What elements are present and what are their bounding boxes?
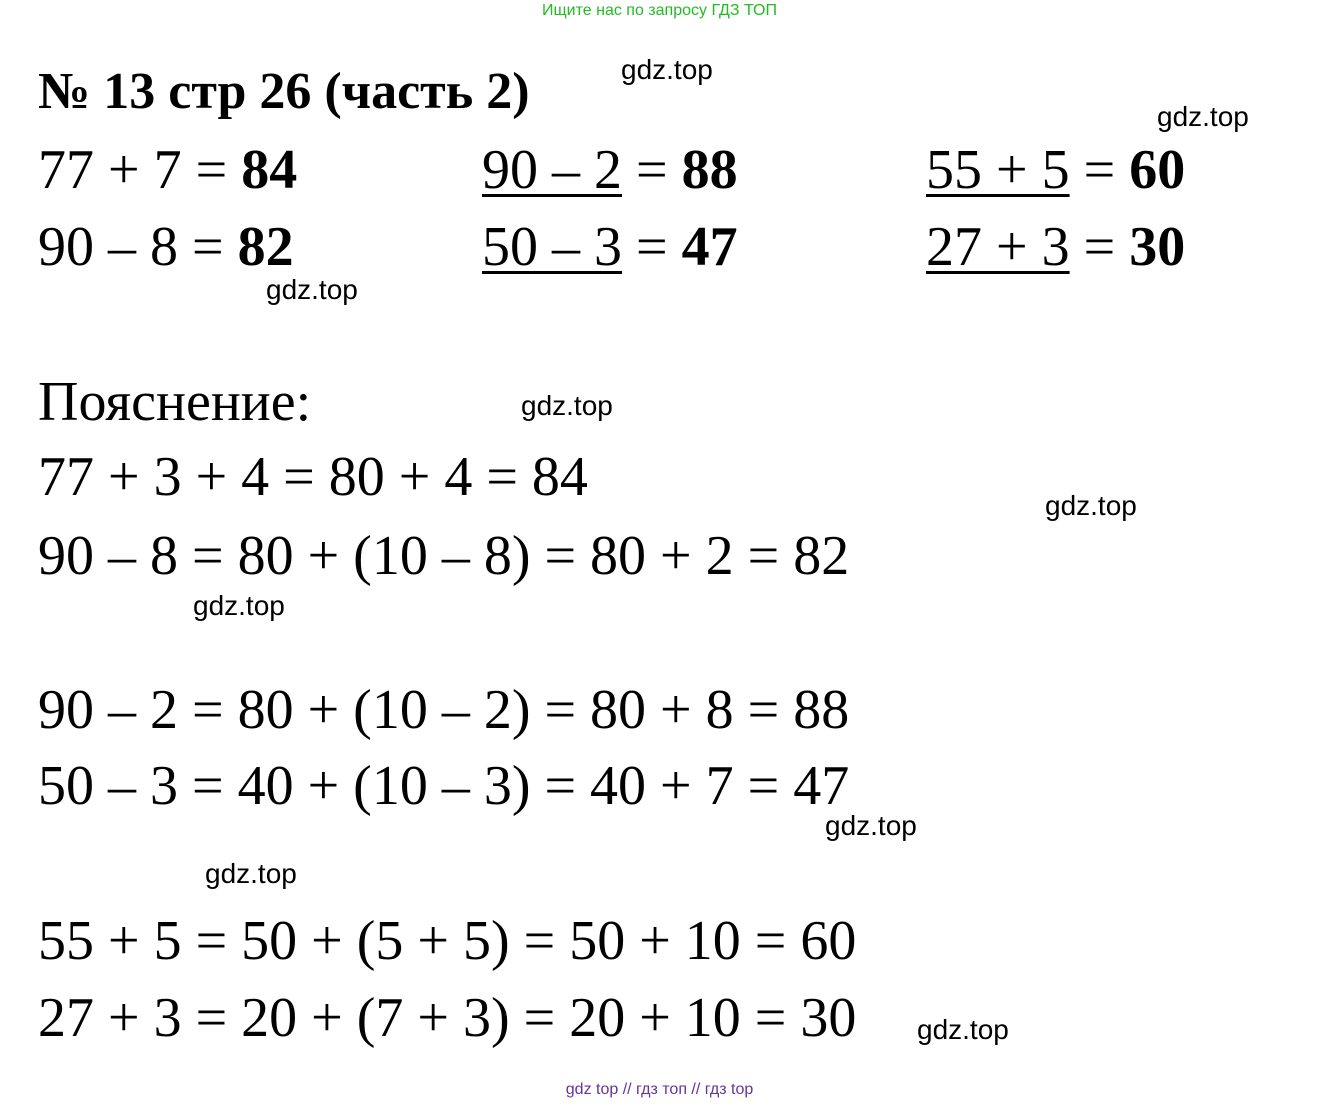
watermark: gdz.top [193, 590, 285, 621]
equals-sign: = [178, 216, 238, 278]
footer-links: gdz top // гдз топ // гдз top [565, 1081, 754, 1098]
search-banner: Ищите нас по запросу ГДЗ ТОП [542, 2, 777, 19]
exercise-expression: 90 – 8 [38, 216, 178, 278]
exercise-answer: 82 [237, 216, 294, 278]
page-title: № 13 стр 26 (часть 2) [38, 63, 530, 120]
exercise-expression: 27 + 3 [926, 216, 1070, 278]
equals-sign: = [1069, 216, 1130, 278]
exercise-expression: 55 + 5 [926, 139, 1070, 201]
explanation-heading: Пояснение: [38, 371, 312, 433]
watermark: gdz.top [917, 1014, 1009, 1045]
equals-sign: = [622, 216, 682, 278]
explanation-line: 27 + 3 = 20 + (7 + 3) = 20 + 10 = 30 [38, 987, 857, 1049]
exercise-row [38, 217, 294, 277]
explanation-line: 77 + 3 + 4 = 80 + 4 = 84 [38, 446, 588, 508]
watermark: gdz.top [825, 810, 917, 841]
explanation-line: 55 + 5 = 50 + (5 + 5) = 50 + 10 = 60 [38, 910, 857, 972]
watermark: gdz.top [1045, 490, 1137, 521]
exercise-answer: 60 [1129, 139, 1186, 201]
exercise-row [926, 140, 1185, 200]
exercise-row [482, 217, 738, 277]
explanation-line: 90 – 8 = 80 + (10 – 8) = 80 + 2 = 82 [38, 525, 850, 587]
exercise-answer: 47 [681, 216, 738, 278]
equals-sign: = [1069, 139, 1130, 201]
watermark: gdz.top [521, 390, 613, 421]
equals-sign: = [181, 139, 242, 201]
exercise-answer: 30 [1129, 216, 1186, 278]
watermark: gdz.top [266, 274, 358, 305]
exercise-row [38, 140, 297, 200]
exercise-answer: 84 [241, 139, 298, 201]
exercise-expression: 77 + 7 [38, 139, 182, 201]
watermark: gdz.top [1157, 101, 1249, 132]
exercise-answer: 88 [681, 139, 738, 201]
exercise-expression: 50 – 3 [482, 216, 622, 278]
explanation-line: 50 – 3 = 40 + (10 – 3) = 40 + 7 = 47 [38, 755, 850, 817]
explanation-line: 90 – 2 = 80 + (10 – 2) = 80 + 8 = 88 [38, 679, 850, 741]
exercise-row [926, 217, 1185, 277]
exercise-row [482, 140, 738, 200]
exercise-expression: 90 – 2 [482, 139, 622, 201]
watermark: gdz.top [205, 858, 297, 889]
watermark: gdz.top [621, 54, 713, 85]
equals-sign: = [622, 139, 682, 201]
